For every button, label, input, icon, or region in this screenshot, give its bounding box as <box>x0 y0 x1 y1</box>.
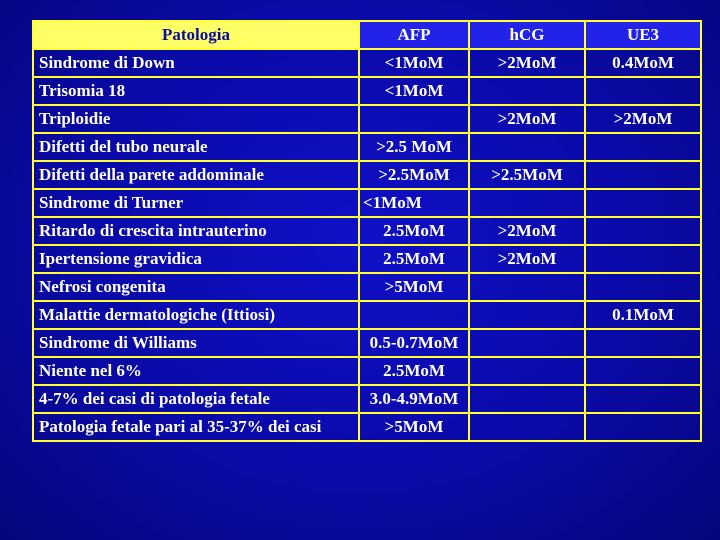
header-afp: AFP <box>359 21 469 49</box>
cell-patologia: Sindrome di Turner <box>33 189 359 217</box>
table-row <box>33 133 701 161</box>
cell-patologia: Triploidie <box>33 105 359 133</box>
cell-afp: 0.5-0.7MoM <box>359 329 469 357</box>
table-row <box>33 413 701 441</box>
cell-ue3: >2MoM <box>585 105 701 133</box>
cell-hcg: >2MoM <box>469 49 585 77</box>
cell-patologia: Difetti della parete addominale <box>33 161 359 189</box>
cell-ue3 <box>585 217 701 245</box>
header-patologia: Patologia <box>33 21 359 49</box>
cell-patologia: Sindrome di Down <box>33 49 359 77</box>
table-row <box>33 357 701 385</box>
cell-afp: >5MoM <box>359 413 469 441</box>
cell-afp: <1MoM <box>359 49 469 77</box>
cell-hcg: >2MoM <box>469 105 585 133</box>
table-row <box>33 301 701 329</box>
cell-patologia: Sindrome di Williams <box>33 329 359 357</box>
cell-hcg <box>469 77 585 105</box>
cell-ue3: 0.1MoM <box>585 301 701 329</box>
cell-afp: 2.5MoM <box>359 357 469 385</box>
cell-hcg: >2.5MoM <box>469 161 585 189</box>
cell-hcg <box>469 189 585 217</box>
pathology-marker-table <box>32 20 702 442</box>
cell-hcg <box>469 301 585 329</box>
cell-patologia: Nefrosi congenita <box>33 273 359 301</box>
cell-patologia: 4-7% dei casi di patologia fetale <box>33 385 359 413</box>
header-ue3: UE3 <box>585 21 701 49</box>
table-header-row <box>33 21 701 49</box>
cell-hcg <box>469 357 585 385</box>
cell-ue3 <box>585 133 701 161</box>
header-hcg: hCG <box>469 21 585 49</box>
cell-hcg <box>469 133 585 161</box>
cell-ue3 <box>585 189 701 217</box>
cell-patologia: Ritardo di crescita intrauterino <box>33 217 359 245</box>
cell-afp: 3.0-4.9MoM <box>359 385 469 413</box>
cell-ue3 <box>585 273 701 301</box>
cell-hcg: >2MoM <box>469 217 585 245</box>
cell-afp: 2.5MoM <box>359 245 469 273</box>
cell-afp: >5MoM <box>359 273 469 301</box>
cell-ue3 <box>585 413 701 441</box>
cell-patologia: Malattie dermatologiche (Ittiosi) <box>33 301 359 329</box>
cell-afp <box>359 105 469 133</box>
table-row <box>33 217 701 245</box>
table-row <box>33 385 701 413</box>
cell-ue3 <box>585 357 701 385</box>
cell-afp: >2.5 MoM <box>359 133 469 161</box>
cell-ue3 <box>585 329 701 357</box>
cell-patologia: Trisomia 18 <box>33 77 359 105</box>
table-row <box>33 105 701 133</box>
cell-hcg <box>469 273 585 301</box>
table-row <box>33 77 701 105</box>
cell-hcg <box>469 413 585 441</box>
cell-ue3 <box>585 385 701 413</box>
table-body <box>33 49 701 441</box>
cell-hcg <box>469 385 585 413</box>
cell-patologia: Difetti del tubo neurale <box>33 133 359 161</box>
cell-afp: <1MoM <box>359 189 469 217</box>
cell-ue3 <box>585 77 701 105</box>
table-row <box>33 189 701 217</box>
cell-afp: >2.5MoM <box>359 161 469 189</box>
cell-patologia: Ipertensione gravidica <box>33 245 359 273</box>
table-row <box>33 273 701 301</box>
cell-patologia: Patologia fetale pari al 35-37% dei casi <box>33 413 359 441</box>
cell-patologia: Niente nel 6% <box>33 357 359 385</box>
table-row <box>33 245 701 273</box>
cell-ue3 <box>585 245 701 273</box>
cell-afp: <1MoM <box>359 77 469 105</box>
cell-afp: 2.5MoM <box>359 217 469 245</box>
cell-hcg: >2MoM <box>469 245 585 273</box>
cell-hcg <box>469 329 585 357</box>
table-row <box>33 49 701 77</box>
cell-ue3: 0.4MoM <box>585 49 701 77</box>
cell-afp <box>359 301 469 329</box>
cell-ue3 <box>585 161 701 189</box>
table-row <box>33 329 701 357</box>
table-row <box>33 161 701 189</box>
